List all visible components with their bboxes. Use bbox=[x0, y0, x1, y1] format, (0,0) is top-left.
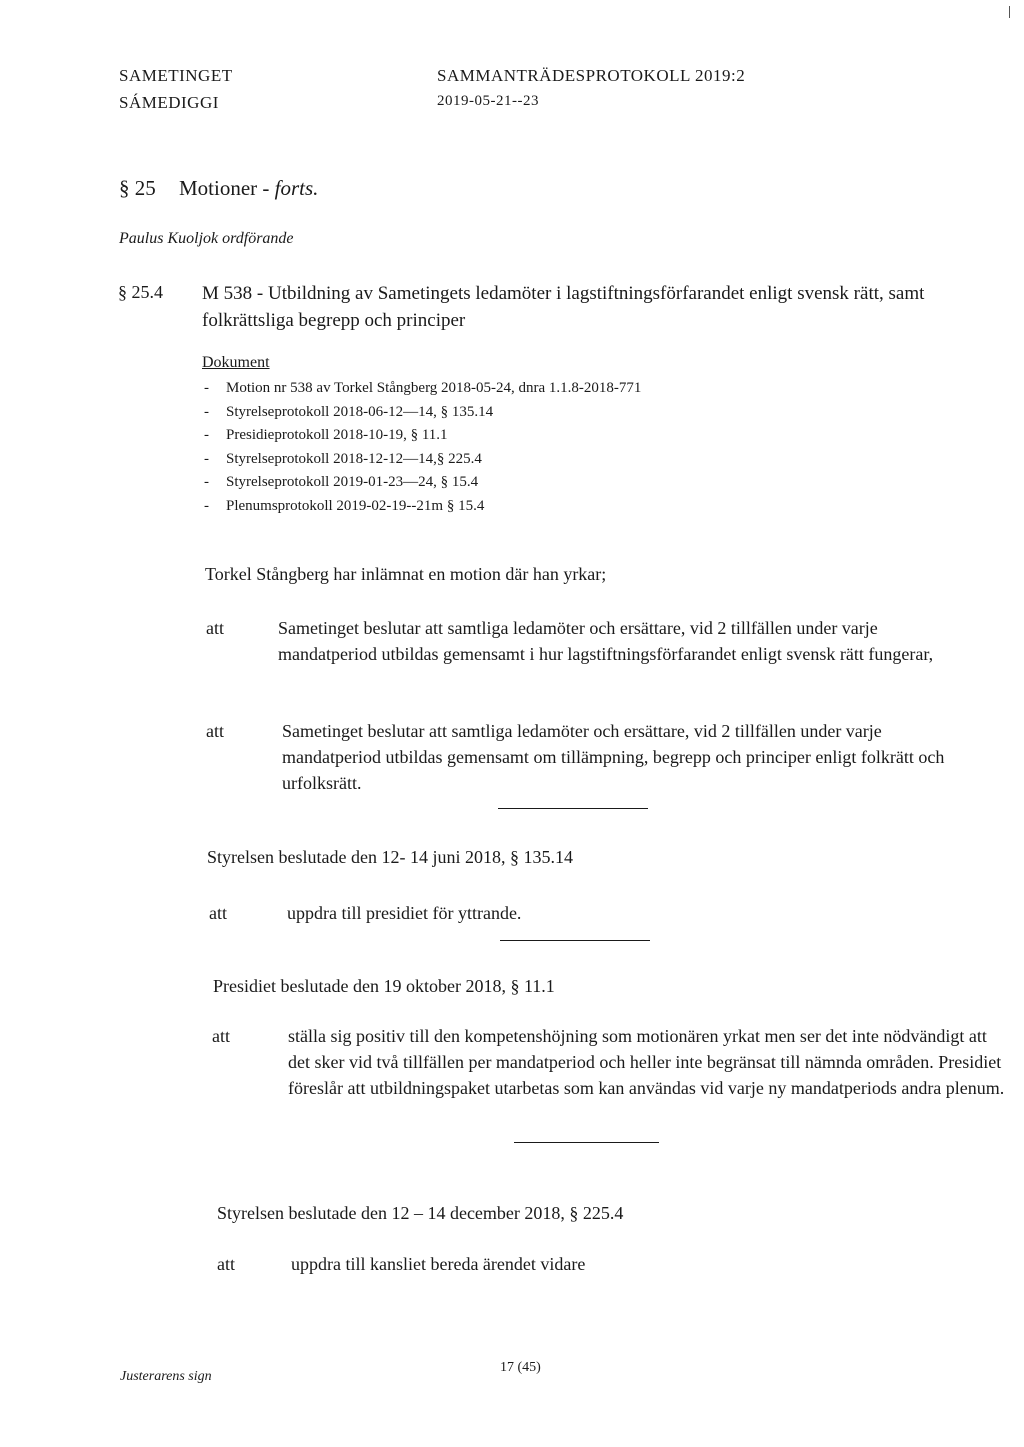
decision-heading: Presidiet beslutade den 19 oktober 2018, § 11.1 bbox=[213, 976, 555, 996]
decision-label: att bbox=[209, 903, 227, 923]
documents-heading: Dokument bbox=[202, 354, 270, 371]
section-title-forts: forts. bbox=[274, 176, 319, 200]
decision-label: att bbox=[217, 1254, 235, 1274]
documents-list bbox=[204, 377, 641, 518]
decision-row bbox=[217, 1251, 817, 1281]
decision-heading: Styrelsen beslutade den 12- 14 juni 2018, § 135.14 bbox=[207, 847, 573, 867]
claim-text: Sametinget beslutar att samtliga ledamöter och ersättare, vid 2 tillfällen under varje mandatperiod utbildas gemensamt om tillämpning, begrepp och principer enligt folkrätt och urfolksrätt. bbox=[282, 721, 945, 793]
decision-text: ställa sig positiv till den kompetenshöjning som motionären yrkat men ser det inte nödvändigt att det sker vid två tillfällen per mandatperiod och heller inte begränsat till nämnda områden. Presidiet föreslår att utbildningspaket utarbetas som kan användas vid varje ny mandatperiods andra plenum. bbox=[288, 1026, 1005, 1098]
claim-label: att bbox=[206, 721, 224, 741]
document-item: - Presidieprotokoll 2018-10-19, § 11.1 bbox=[204, 424, 641, 448]
document-item: - Styrelseprotokoll 2019-01-23—24, § 15.4 bbox=[204, 471, 641, 495]
margin-mark bbox=[1009, 6, 1010, 18]
motion-intro: Torkel Stångberg har inlämnat en motion där han yrkar; bbox=[205, 564, 607, 584]
motion-claim bbox=[206, 718, 971, 798]
decision-row bbox=[212, 1023, 1012, 1133]
document-item: - Plenumsprotokoll 2019-02-19--21m § 15.4 bbox=[204, 495, 641, 519]
decision-text: uppdra till presidiet för yttrande. bbox=[287, 903, 522, 923]
signature-label: Justerarens sign bbox=[120, 1369, 212, 1384]
subsection-number: § 25.4 bbox=[118, 282, 163, 302]
page-number: 17 (45) bbox=[500, 1360, 541, 1375]
document-item: - Styrelseprotokoll 2018-12-12—14,§ 225.4 bbox=[204, 448, 641, 472]
decision-text: uppdra till kansliet bereda ärendet vidare bbox=[291, 1254, 586, 1274]
decision-label: att bbox=[212, 1026, 230, 1046]
divider bbox=[514, 1142, 659, 1143]
document-item: - Motion nr 538 av Torkel Stångberg 2018-05-24, dnra 1.1.8-2018-771 bbox=[204, 377, 641, 401]
section-heading bbox=[119, 176, 318, 201]
claim-label: att bbox=[206, 618, 224, 638]
section-number: § 25 bbox=[119, 176, 156, 200]
claim-text: Sametinget beslutar att samtliga ledamöter och ersättare, vid 2 tillfällen under varje mandatperiod utbildas gemensamt i hur lagstiftningsförfarandet enligt svensk rätt fungerar, bbox=[278, 618, 934, 664]
divider bbox=[500, 940, 650, 941]
org-name-sami: SÁMEDIGGI bbox=[119, 93, 219, 112]
decision-row bbox=[209, 900, 809, 930]
motion-claim bbox=[206, 615, 966, 695]
org-name: SAMETINGET bbox=[119, 66, 233, 85]
document-item: - Styrelseprotokoll 2018-06-12—14, § 135.14 bbox=[204, 401, 641, 425]
chair-name: Paulus Kuoljok ordförande bbox=[119, 230, 294, 247]
section-title: Motioner - bbox=[179, 176, 275, 200]
divider bbox=[498, 808, 648, 809]
decision-heading: Styrelsen beslutade den 12 – 14 december 2018, § 225.4 bbox=[217, 1203, 624, 1223]
subsection-title: M 538 - Utbildning av Sametingets ledamöter i lagstiftningsförfarandet enligt svensk rätt, samt folkrättsliga begrepp och principer bbox=[202, 283, 925, 331]
protocol-dates: 2019-05-21--23 bbox=[437, 93, 539, 109]
protocol-title: SAMMANTRÄDESPROTOKOLL 2019:2 bbox=[437, 66, 746, 85]
